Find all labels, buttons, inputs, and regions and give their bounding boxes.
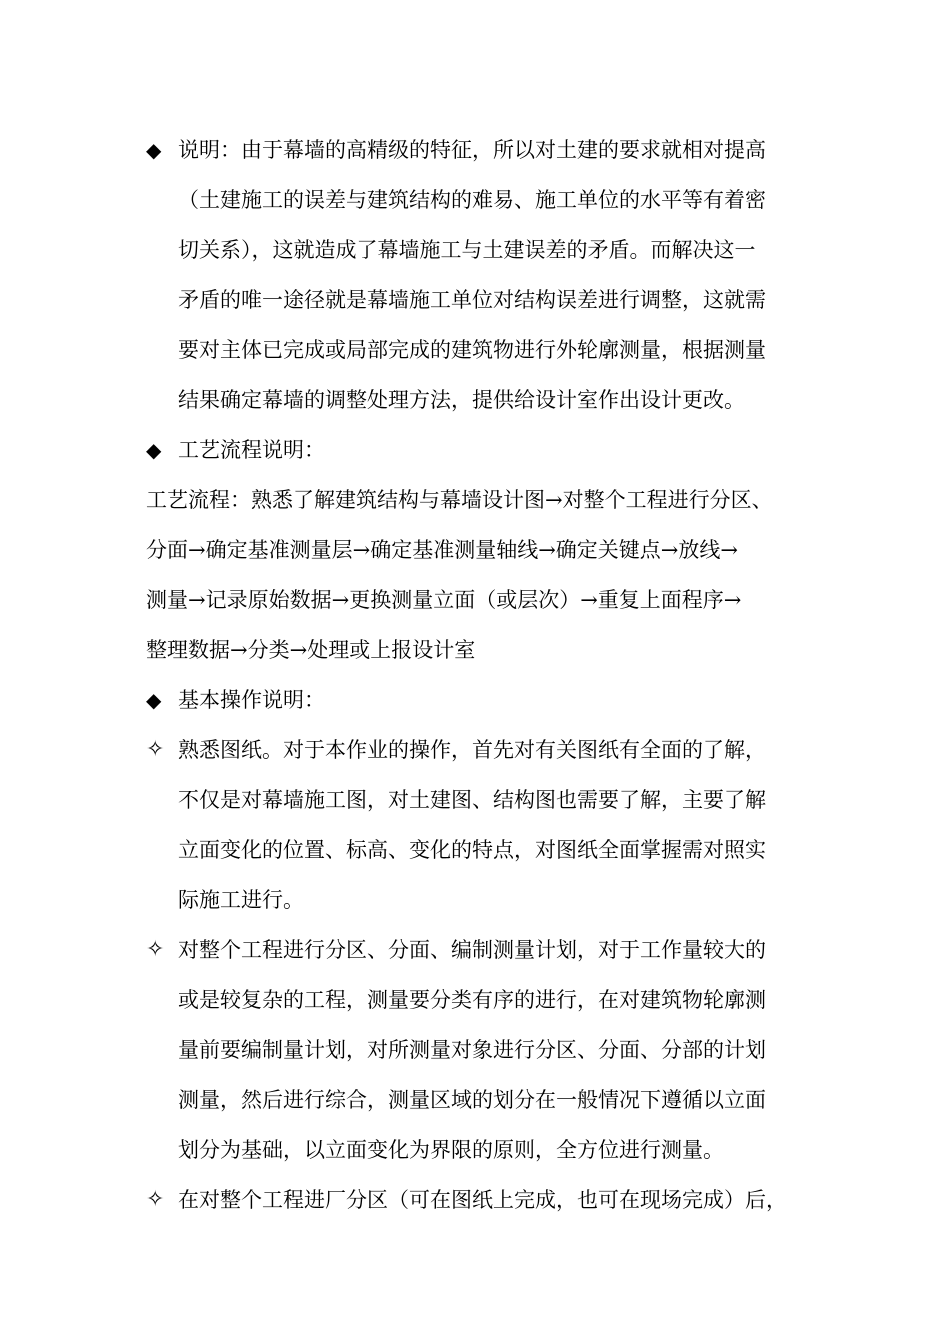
paragraph-line: 测量，然后进行综合，测量区域的划分在一般情况下遵循以立面 — [178, 1088, 766, 1112]
paragraph-line: 或是较复杂的工程，测量要分类有序的进行，在对建筑物轮廓测 — [178, 988, 766, 1012]
paragraph-line: 际施工进行。 — [178, 888, 304, 912]
hollow-star-bullet-icon: ✧ — [146, 737, 165, 762]
paragraph-line: 分面→确定基准测量层→确定基准测量轴线→确定关键点→放线→ — [146, 538, 738, 562]
solid-diamond-bullet-icon: ◆ — [146, 138, 162, 162]
paragraph-line: 整理数据→分类→处理或上报设计室 — [146, 638, 476, 662]
paragraph-line: 结果确定幕墙的调整处理方法，提供给设计室作出设计更改。 — [178, 388, 745, 412]
solid-diamond-bullet-icon: ◆ — [146, 688, 162, 712]
paragraph-line: 在对整个工程进厂分区（可在图纸上完成，也可在现场完成）后， — [178, 1188, 787, 1212]
paragraph-line: 说明：由于幕墙的高精级的特征，所以对土建的要求就相对提高 — [178, 138, 766, 162]
section-heading: 工艺流程说明： — [178, 438, 325, 462]
paragraph-line: 划分为基础，以立面变化为界限的原则，全方位进行测量。 — [178, 1138, 724, 1162]
paragraph-line: 熟悉图纸。对于本作业的操作，首先对有关图纸有全面的了解， — [178, 738, 766, 762]
paragraph-line: 立面变化的位置、标高、变化的特点，对图纸全面掌握需对照实 — [178, 838, 766, 862]
paragraph-line: 对整个工程进行分区、分面、编制测量计划，对于工作量较大的 — [178, 938, 766, 962]
hollow-star-bullet-icon: ✧ — [146, 1187, 165, 1212]
paragraph-line: 要对主体已完成或局部完成的建筑物进行外轮廓测量，根据测量 — [178, 338, 766, 362]
paragraph-line: 测量→记录原始数据→更换测量立面（或层次）→重复上面程序→ — [146, 588, 742, 612]
paragraph-line: 量前要编制量计划，对所测量对象进行分区、分面、分部的计划 — [178, 1038, 766, 1062]
paragraph-line: 矛盾的唯一途径就是幕墙施工单位对结构误差进行调整，这就需 — [178, 288, 766, 312]
paragraph-line: 工艺流程：熟悉了解建筑结构与幕墙设计图→对整个工程进行分区、 — [146, 488, 773, 512]
paragraph-line: 切关系），这就造成了幕墙施工与土建误差的矛盾。而解决这一 — [178, 238, 756, 262]
section-heading: 基本操作说明： — [178, 688, 325, 712]
solid-diamond-bullet-icon: ◆ — [146, 438, 162, 462]
hollow-star-bullet-icon: ✧ — [146, 937, 165, 962]
paragraph-line: （土建施工的误差与建筑结构的难易、施工单位的水平等有着密 — [178, 188, 766, 212]
paragraph-line: 不仅是对幕墙施工图，对土建图、结构图也需要了解，主要了解 — [178, 788, 766, 812]
